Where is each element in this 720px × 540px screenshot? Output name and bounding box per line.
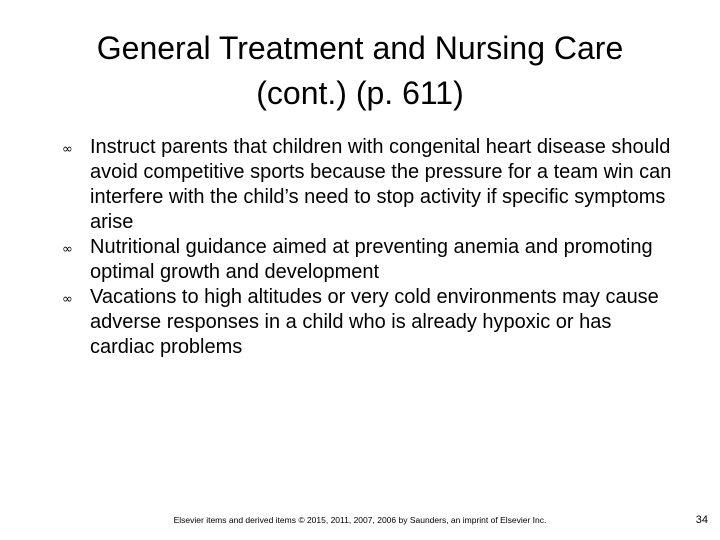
- slide-title: [40, 26, 680, 116]
- bullet-text: Nutritional guidance aimed at preventing anemia and promoting optimal growth and development: [90, 236, 653, 283]
- bullet-item: [62, 235, 672, 285]
- copyright-footer: Elsevier items and derived items © 2015, 2011, 2007, 2006 by Saunders, an imprint of Elsevier Inc.: [173, 515, 547, 525]
- infinity-bullet-icon: ∞: [62, 142, 73, 157]
- bullet-item: [62, 135, 672, 235]
- bullet-text: Instruct parents that children with congenital heart disease should avoid competitive sports because the pressure for a team win can interfere with the child’s need to stop activity if specific symptoms arise: [90, 136, 672, 233]
- page-number: 34: [695, 514, 708, 526]
- infinity-bullet-icon: ∞: [62, 242, 73, 257]
- bullet-list: [62, 135, 672, 360]
- slide-title-line-2: (cont.) (p. 611): [256, 75, 464, 111]
- infinity-bullet-icon: ∞: [62, 292, 73, 307]
- bullet-item: [62, 285, 672, 360]
- bullet-text: Vacations to high altitudes or very cold environments may cause adverse responses in a child who is already hypoxic or has cardiac problems: [90, 286, 659, 358]
- slide-title-line-1: General Treatment and Nursing Care: [96, 30, 624, 66]
